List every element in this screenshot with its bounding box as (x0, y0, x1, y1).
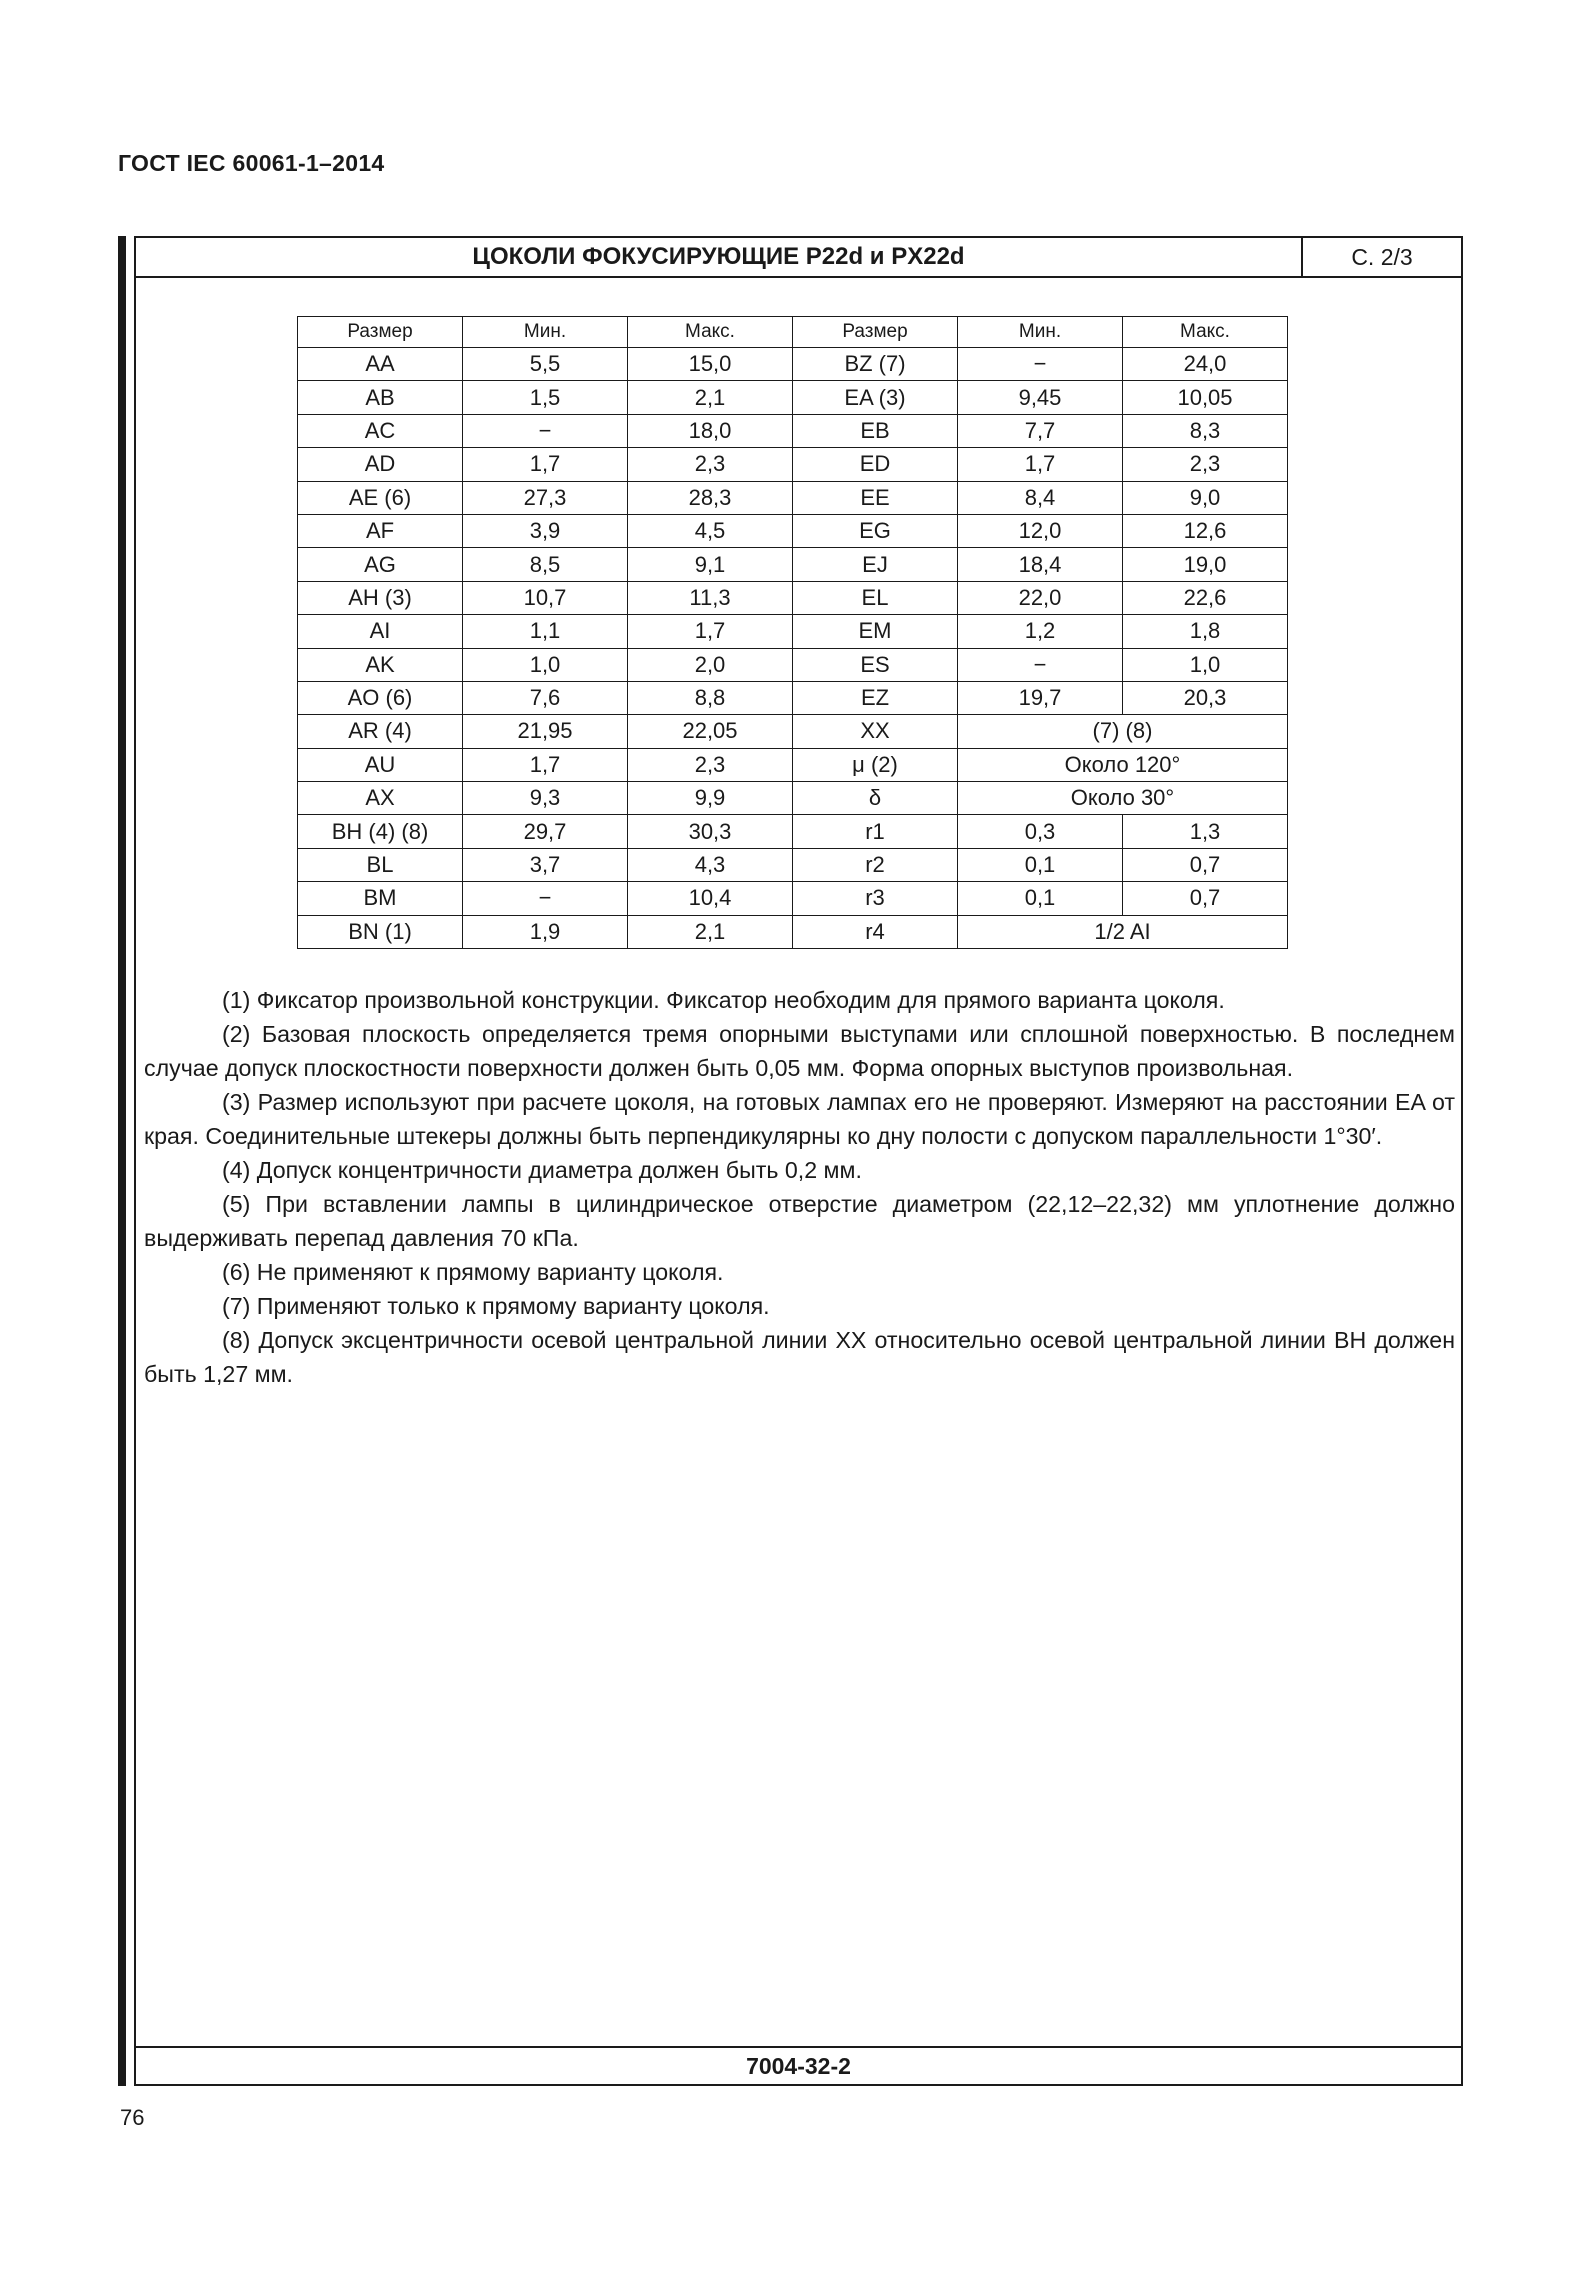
table-header-row (298, 317, 1288, 348)
table-row (298, 882, 1288, 915)
table-cell: BM (298, 882, 463, 915)
table-cell: BZ (7) (793, 348, 958, 381)
table-cell: 28,3 (628, 481, 793, 514)
table-cell: 15,0 (628, 348, 793, 381)
table-cell: EE (793, 481, 958, 514)
table-cell: 9,0 (1123, 481, 1288, 514)
table-cell: 1,7 (463, 748, 628, 781)
table-row (298, 414, 1288, 447)
table-cell: 1,9 (463, 915, 628, 948)
table-cell: 0,7 (1123, 848, 1288, 881)
table-cell: EM (793, 615, 958, 648)
header-min-right: Мин. (958, 317, 1123, 348)
note-8: (8) Допуск эксцентричности осевой центральной линии XX относительно осевой центральной линии BH должен быть 1,27 мм. (144, 1327, 1455, 1387)
table-row (298, 715, 1288, 748)
table-row (298, 848, 1288, 881)
header-size-right: Размер (793, 317, 958, 348)
table-cell: 22,6 (1123, 581, 1288, 614)
table-cell: 5,5 (463, 348, 628, 381)
table-cell: 22,05 (628, 715, 793, 748)
table-cell: ED (793, 448, 958, 481)
table-cell: 1,7 (628, 615, 793, 648)
table-cell: 19,7 (958, 681, 1123, 714)
table-row (298, 615, 1288, 648)
table-cell: r4 (793, 915, 958, 948)
table-cell: AG (298, 548, 463, 581)
table-cell: EL (793, 581, 958, 614)
table-cell: − (958, 648, 1123, 681)
sheet-code: 7004-32-2 (136, 2046, 1461, 2084)
table-cell: 21,95 (463, 715, 628, 748)
table-cell: 12,6 (1123, 514, 1288, 547)
table-cell: 3,7 (463, 848, 628, 881)
table-cell: EB (793, 414, 958, 447)
table-cell: AC (298, 414, 463, 447)
table-cell: 10,05 (1123, 381, 1288, 414)
table-row (298, 648, 1288, 681)
table-cell: r3 (793, 882, 958, 915)
sheet-page-indicator: С. 2/3 (1301, 238, 1461, 276)
table-cell: BH (4) (8) (298, 815, 463, 848)
table-cell: r1 (793, 815, 958, 848)
table-body (298, 348, 1288, 949)
table-cell: 8,5 (463, 548, 628, 581)
table-cell: BL (298, 848, 463, 881)
table-cell: AD (298, 448, 463, 481)
table-cell: 12,0 (958, 514, 1123, 547)
table-cell: 2,3 (628, 448, 793, 481)
table-cell: AH (3) (298, 581, 463, 614)
table-cell: AA (298, 348, 463, 381)
table-cell: − (463, 882, 628, 915)
table-cell: − (958, 348, 1123, 381)
table-cell: AB (298, 381, 463, 414)
table-row (298, 915, 1288, 948)
table-cell: 0,1 (958, 882, 1123, 915)
table-cell: 20,3 (1123, 681, 1288, 714)
table-row (298, 348, 1288, 381)
table-cell: 7,6 (463, 681, 628, 714)
table-cell: AK (298, 648, 463, 681)
table-cell: AE (6) (298, 481, 463, 514)
table-cell: 19,0 (1123, 548, 1288, 581)
note-7: (7) Применяют только к прямому варианту цоколя. (222, 1293, 770, 1319)
table-cell: AI (298, 615, 463, 648)
table-cell: AR (4) (298, 715, 463, 748)
table-cell: 0,7 (1123, 882, 1288, 915)
table-cell: 2,3 (1123, 448, 1288, 481)
table-cell: 2,3 (628, 748, 793, 781)
table-row (298, 381, 1288, 414)
standard-sheet-frame (134, 236, 1463, 2086)
table-cell: 8,4 (958, 481, 1123, 514)
header-max-left: Макс. (628, 317, 793, 348)
note-2: (2) Базовая плоскость определяется тремя опорными выступами или сплошной поверхностью. В последнем случае допуск плоскостности поверхности должен быть 0,05 мм. Форма опорных выступов произвольная. (144, 1021, 1455, 1081)
table-cell: 11,3 (628, 581, 793, 614)
note-5: (5) При вставлении лампы в цилиндрическое отверстие диаметром (22,12–22,32) мм уплотнение должно выдерживать перепад давления 70 кПа. (144, 1191, 1455, 1251)
table-cell: 10,7 (463, 581, 628, 614)
table-cell: 30,3 (628, 815, 793, 848)
table-cell: 22,0 (958, 581, 1123, 614)
table-cell: 4,5 (628, 514, 793, 547)
table-cell: 9,9 (628, 782, 793, 815)
table-cell: EZ (793, 681, 958, 714)
table-cell: 1,0 (1123, 648, 1288, 681)
table-cell: 1,7 (958, 448, 1123, 481)
table-cell: EA (3) (793, 381, 958, 414)
table-cell: AU (298, 748, 463, 781)
table-cell: − (463, 414, 628, 447)
header-min-left: Мин. (463, 317, 628, 348)
table-cell: AX (298, 782, 463, 815)
table-cell: AO (6) (298, 681, 463, 714)
table-cell: 9,3 (463, 782, 628, 815)
header-size-left: Размер (298, 317, 463, 348)
table-cell: 1,8 (1123, 615, 1288, 648)
table-cell: 0,3 (958, 815, 1123, 848)
table-cell: 18,4 (958, 548, 1123, 581)
table-cell: Около 120° (958, 748, 1288, 781)
table-cell: 1,3 (1123, 815, 1288, 848)
table-cell: 1/2 AI (958, 915, 1288, 948)
notes-section (144, 983, 1455, 1391)
table-cell: 2,0 (628, 648, 793, 681)
table-cell: 1,0 (463, 648, 628, 681)
table-row (298, 448, 1288, 481)
table-cell: r2 (793, 848, 958, 881)
table-row (298, 782, 1288, 815)
table-row (298, 681, 1288, 714)
table-cell: XX (793, 715, 958, 748)
note-1: (1) Фиксатор произвольной конструкции. Фиксатор необходим для прямого варианта цоколя. (222, 987, 1225, 1013)
sheet-title: ЦОКОЛИ ФОКУСИРУЮЩИЕ P22d и PX22d (472, 243, 965, 270)
table-cell: 29,7 (463, 815, 628, 848)
table-cell: 8,8 (628, 681, 793, 714)
note-3: (3) Размер используют при расчете цоколя, на готовых лампах его не проверяют. Измеряют на расстоянии EA от края. Соединительные штекеры должны быть перпендикулярны ко дну полости с допуском параллельности 1°30′. (144, 1089, 1455, 1149)
note-4: (4) Допуск концентричности диаметра должен быть 0,2 мм. (222, 1157, 862, 1183)
table-row (298, 748, 1288, 781)
table-cell: 7,7 (958, 414, 1123, 447)
header-max-right: Макс. (1123, 317, 1288, 348)
table-row (298, 581, 1288, 614)
table-cell: 0,1 (958, 848, 1123, 881)
table-cell: 2,1 (628, 915, 793, 948)
table-cell: 2,1 (628, 381, 793, 414)
table-cell: AF (298, 514, 463, 547)
left-margin-bar (118, 236, 126, 2086)
table-cell: 10,4 (628, 882, 793, 915)
table-cell: 9,1 (628, 548, 793, 581)
table-row (298, 481, 1288, 514)
table-row (298, 548, 1288, 581)
table-cell: Около 30° (958, 782, 1288, 815)
table-cell: 9,45 (958, 381, 1123, 414)
table-cell: 24,0 (1123, 348, 1288, 381)
note-6: (6) Не применяют к прямому варианту цоколя. (222, 1259, 724, 1285)
table-cell: (7) (8) (958, 715, 1288, 748)
table-cell: 1,2 (958, 615, 1123, 648)
table-cell: δ (793, 782, 958, 815)
table-cell: ES (793, 648, 958, 681)
table-cell: 3,9 (463, 514, 628, 547)
title-row (136, 238, 1461, 278)
page-number: 76 (120, 2105, 145, 2130)
table-cell: BN (1) (298, 915, 463, 948)
table-cell: 4,3 (628, 848, 793, 881)
dimensions-table (297, 316, 1288, 949)
table-cell: 1,7 (463, 448, 628, 481)
table-row (298, 514, 1288, 547)
table-cell: 1,1 (463, 615, 628, 648)
document-code: ГОСТ IEC 60061-1–2014 (118, 150, 385, 176)
table-cell: 8,3 (1123, 414, 1288, 447)
table-cell: 18,0 (628, 414, 793, 447)
table-cell: EG (793, 514, 958, 547)
table-row (298, 815, 1288, 848)
table-cell: EJ (793, 548, 958, 581)
table-cell: 27,3 (463, 481, 628, 514)
table-cell: μ (2) (793, 748, 958, 781)
table-cell: 1,5 (463, 381, 628, 414)
